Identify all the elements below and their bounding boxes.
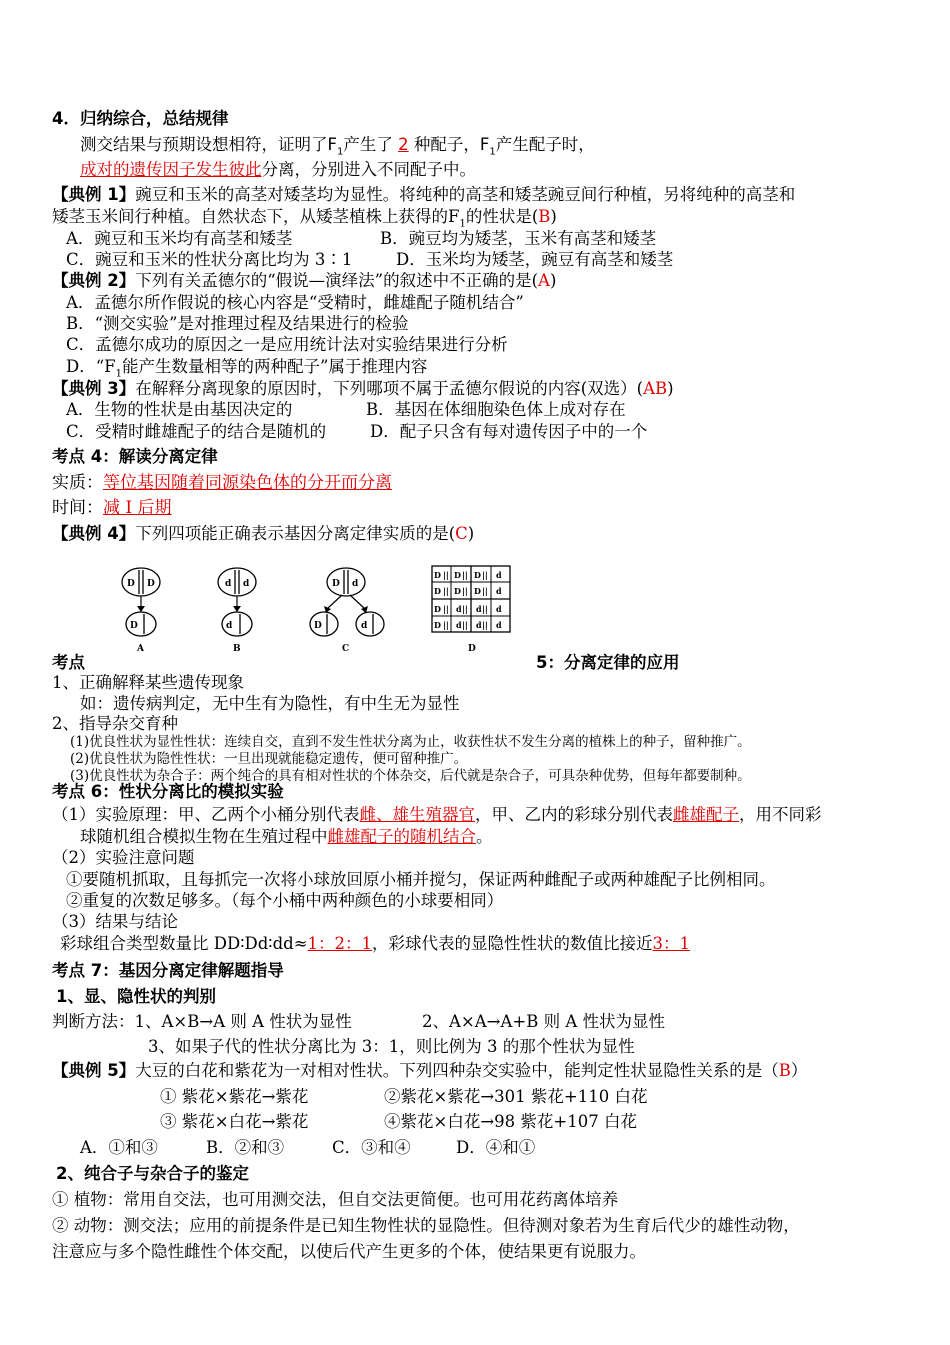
option-d: D．配子只含有每对遗传因子中的一个 [370,422,648,441]
sub-heading: 2、纯合子与杂合子的鉴定 [56,1164,249,1183]
paragraph-line: 实质：等位基因随着同源染色体的分开而分离 [52,473,392,493]
section-heading: 考点 7：基因分离定律解题指导 [52,961,284,980]
paragraph-line: (3)优良性状为杂合子：两个纯合的具有相对性状的个体杂交，后代就是杂合子，可具杂种优势，但每年都要制种。 [70,768,751,784]
figure-a [116,562,176,654]
paragraph-line: 测交结果与预期设想相符，证明了$F_1$产生了 2 种配子，$F_1$产生配子时， [80,135,595,158]
svg-text:||: || [482,586,488,596]
svg-text:d: d [243,579,250,589]
option-d: D．玉米均为矮茎，豌豆有高茎和矮茎 [396,250,674,269]
sub-heading: 1、显、隐性状的判别 [56,987,216,1006]
example-5: 【典例 5】大豆的白花和紫花为一对相对性状。下列四种杂交实验中，能判定性状显隐性关系的是（B） [52,1061,808,1080]
svg-text:d: d [361,621,368,631]
option-a: A．豌豆和玉米均有高茎和矮茎 [66,229,293,248]
svg-text:D: D [434,586,441,596]
answer-blank: 等位基因随着同源染色体的分开而分离 [103,473,392,493]
svg-text:d: d [496,604,502,614]
svg-text:||: || [443,586,449,596]
section-heading: 5：分离定律的应用 [536,653,680,672]
svg-text:C: C [342,644,350,654]
cross-4: ④紫花×白花→98 紫花+107 白花 [384,1112,637,1131]
svg-text:d: d [476,604,482,614]
option-d: D．④和① [456,1138,536,1157]
svg-text:||: || [443,570,449,580]
answer-blank: 成对的遗传因子发生彼此 [80,160,262,179]
svg-text:D: D [147,579,155,589]
paragraph-line: 2、指导杂交育种 [52,714,178,733]
figure-b [212,562,272,654]
answer: B [778,1061,791,1080]
paragraph-line: 彩球组合类型数量比 DD∶Dd∶dd≈1：2：1，彩球代表的显隐性性状的数值比接近3：1 [60,934,691,953]
option-b: B．②和③ [206,1138,285,1157]
section-heading: 考点 4：解读分离定律 [52,447,218,466]
paragraph-line: ② 动物：测交法；应用的前提条件是已知生物性状的显隐性。但待测对象若为生育后代少的雄性动物， [52,1216,800,1235]
svg-text:||: || [462,586,468,596]
svg-text:||: || [482,570,488,580]
option-a: A．孟德尔所作假说的核心内容是“受精时，雌雄配子随机结合” [66,293,524,312]
answer-blank: 1：2：1 [307,934,373,953]
paragraph-line: （1）实验原理：甲、乙两个小桶分别代表雌、雄生殖器官，甲、乙内的彩球分别代表雌雄配子，用不同彩 [52,805,822,824]
paragraph-line: （3）结果与结论 [52,912,178,931]
svg-text:||: || [443,604,449,614]
answer: C [455,524,468,543]
svg-text:d: d [456,620,462,630]
svg-text:||: || [462,570,468,580]
svg-text:||: || [482,604,488,614]
option-c: C．③和④ [332,1138,411,1157]
paragraph-line: 时间：减 I 后期 [52,498,172,518]
answer-blank: 雌雄配子的随机结合 [327,827,476,846]
answer-blank: 2 [398,135,409,154]
paragraph-line: ②重复的次数足够多。（每个小桶中两种颜色的小球要相同） [66,891,504,910]
option-a: A．生物的性状是由基因决定的 [66,400,293,419]
section-heading: 4．归纳综合，总结规律 [52,109,229,128]
example-4-figures [110,562,530,657]
paragraph-line: 判断方法：1、A×B→A 则 A 性状为显性 [52,1012,352,1031]
cross-3: ③ 紫花×白花→紫花 [160,1112,309,1131]
example-3: 【典例 3】在解释分离现象的原因时，下列哪项不属于孟德尔假说的内容(双选）(AB) [52,379,674,398]
paragraph-line: （2）实验注意问题 [52,848,195,867]
svg-text:d: d [476,620,482,630]
svg-text:||: || [482,620,488,630]
paragraph-line: 矮茎玉米间行种植。自然状态下，从矮茎植株上获得的$F_1$的性状是(B) [52,207,557,230]
example-1: 【典例 1】豌豆和玉米的高茎对矮茎均为显性。将纯种的高茎和矮茎豌豆间行种植，另将纯种的高茎和 [52,185,796,204]
svg-text:D: D [474,570,481,580]
cross-2: ②紫花×紫花→301 紫花+110 白花 [384,1087,648,1106]
svg-text:d: d [225,579,232,589]
svg-text:d: d [352,579,359,589]
svg-text:D: D [130,621,138,631]
paragraph-line: ① 植物：常用自交法，也可用测交法，但自交法更简便。也可用花药离体培养 [52,1190,619,1209]
svg-text:d: d [496,570,502,580]
svg-text:D: D [127,579,135,589]
svg-text:d: d [496,586,502,596]
svg-text:D: D [454,586,461,596]
svg-text:A: A [137,644,144,654]
option-b: B．基因在体细胞染色体上成对存在 [366,400,626,419]
option-a: A．①和③ [80,1138,158,1157]
option-b: B．“测交实验”是对推理过程及结果进行的检验 [66,314,409,333]
svg-text:D: D [434,604,441,614]
option-b: B．豌豆均为矮茎，玉米有高茎和矮茎 [380,229,657,248]
figure-d [430,562,514,654]
svg-text:D: D [474,586,481,596]
paragraph-line: 注意应与多个隐性雌性个体交配，以使后代产生更多的个体，使结果更有说服力。 [52,1242,646,1261]
example-2: 【典例 2】下列有关孟德尔的“假说—演绎法”的叙述中不正确的是(A) [52,271,557,290]
cross-1: ① 紫花×紫花→紫花 [160,1087,309,1106]
svg-text:D: D [468,644,476,654]
svg-text:D: D [332,579,340,589]
svg-text:||: || [462,604,468,614]
answer-blank: 雌雄配子 [673,805,739,824]
svg-text:D: D [314,621,322,631]
paragraph-line: 如：遗传病判定，无中生有为隐性，有中生无为显性 [80,694,460,713]
svg-text:D: D [434,570,441,580]
option-d: D．“$F_1$能产生数量相等的两种配子”属于推理内容 [66,357,428,380]
option-c: C．受精时雌雄配子的结合是随机的 [66,422,327,441]
answer-blank: 减 I 后期 [103,498,172,518]
answer-blank: 雌、雄生殖器官 [359,805,475,824]
answer: AB [643,379,668,398]
svg-text:||: || [443,620,449,630]
option-c: C．孟德尔成功的原因之一是应用统计法对实验结果进行分析 [66,335,508,354]
svg-text:d: d [496,620,502,630]
figure-c [306,562,396,654]
answer: B [538,207,551,226]
paragraph-line: 3、如果子代的性状分离比为 3：1，则比例为 3 的那个性状为显性 [148,1037,635,1056]
svg-text:d: d [226,621,233,631]
paragraph-line: ①要随机抓取，且每抓完一次将小球放回原小桶并搅匀，保证两种雌配子或两种雄配子比例相同。 [66,870,776,889]
svg-text:d: d [456,604,462,614]
example-4: 【典例 4】下列四项能正确表示基因分离定律实质的是(C) [52,524,475,543]
paragraph-line: 2、A×A→A+B 则 A 性状为显性 [422,1012,665,1031]
section-heading: 考点 [52,653,85,672]
paragraph-line: (2)优良性状为隐性性状：一旦出现就能稳定遗传，便可留种推广。 [70,751,468,767]
svg-text:D: D [434,620,441,630]
paragraph-line: 球随机组合模拟生物在生殖过程中雌雄配子的随机结合。 [80,827,493,846]
paragraph-line: 成对的遗传因子发生彼此分离，分别进入不同配子中。 [80,160,476,179]
section-heading: 考点 6：性状分离比的模拟实验 [52,782,284,801]
option-c: C．豌豆和玉米的性状分离比均为 3∶1 [66,250,353,269]
svg-text:B: B [233,644,241,654]
svg-text:||: || [462,620,468,630]
paragraph-line: (1)优良性状为显性性状：连续自交，直到不发生性状分离为止，收获性状不发生分离的植株上的种子，留种推广。 [70,734,751,750]
paragraph-line: 1、正确解释某些遗传现象 [52,673,244,692]
answer-blank: 3：1 [652,934,691,953]
svg-text:D: D [454,570,461,580]
answer: A [538,271,550,290]
